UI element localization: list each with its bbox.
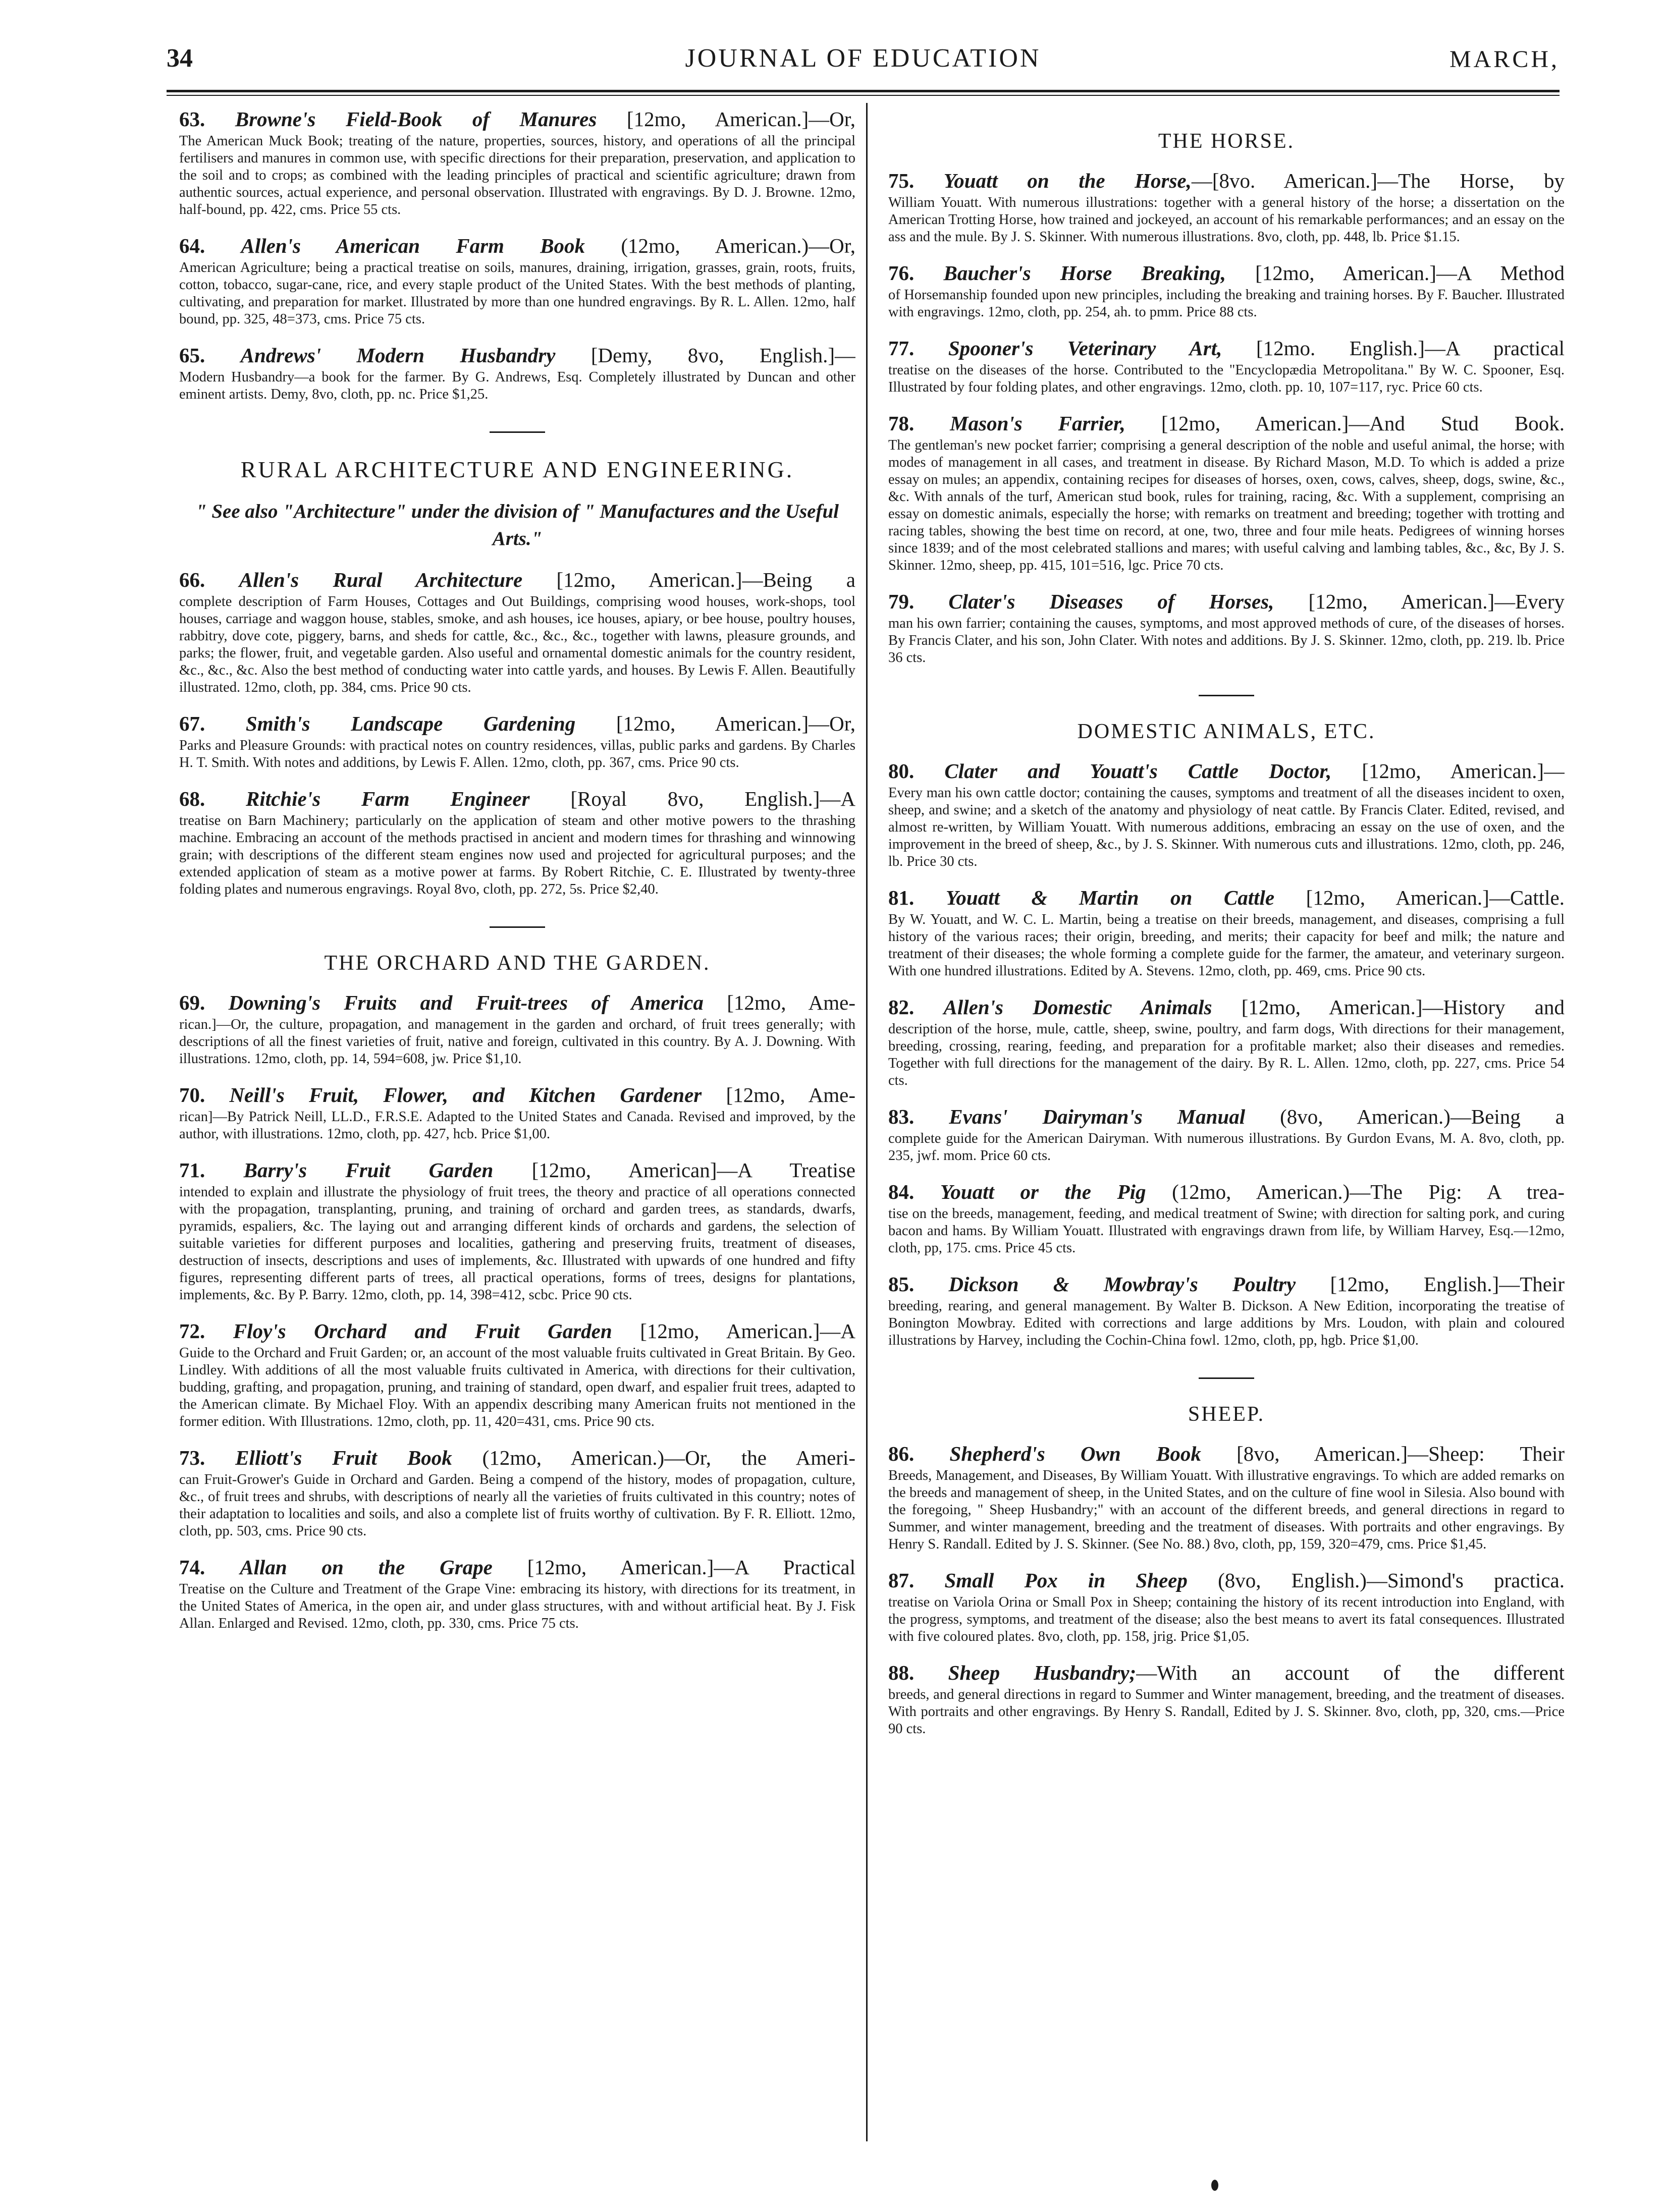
left-column — [179, 107, 855, 2135]
book-entry — [179, 711, 855, 771]
header-rule-thin — [167, 95, 1560, 96]
book-entry — [179, 1083, 855, 1143]
entry-lead-text: [12mo, American.]—A Method — [1225, 261, 1565, 285]
entry-number: 85. — [888, 1273, 915, 1296]
section-heading: SHEEP. — [1188, 1403, 1265, 1426]
entry-lead-text: (12mo, American.)—Or, the Ameri- — [452, 1446, 855, 1469]
entry-number: 79. — [888, 590, 915, 613]
book-entry — [888, 995, 1565, 1089]
entry-number: 63. — [179, 107, 205, 131]
section-heading: DOMESTIC ANIMALS, ETC. — [1077, 720, 1376, 743]
section-rule — [1199, 695, 1254, 696]
book-entry — [888, 1661, 1565, 1738]
entry-title: Neill's Fruit, Flower, and Kitchen Gardener — [229, 1083, 702, 1107]
entry-heading — [888, 759, 1565, 784]
right-column — [888, 107, 1565, 2135]
book-entry — [179, 1555, 855, 1632]
entry-heading — [888, 1568, 1565, 1593]
entry-heading — [888, 261, 1565, 286]
entry-number: 82. — [888, 996, 915, 1019]
book-entry — [888, 1180, 1565, 1257]
entry-heading — [888, 1272, 1565, 1297]
entry-lead-text: [12mo, American.]—Cattle. — [1274, 886, 1565, 909]
entry-title: Youatt on the Horse, — [943, 169, 1192, 192]
entry-number: 66. — [179, 568, 205, 591]
entry-title: Dickson & Mowbray's Poultry — [948, 1273, 1296, 1296]
entry-title: Allan on the Grape — [240, 1556, 493, 1579]
entry-description: Modern Husbandry—a book for the farmer. By G. Andrews, Esq. Completely illustrated by Duncan and other eminent artists. Demy, 8vo, cloth, pp. nc. Price $1,25. — [179, 369, 855, 402]
entry-lead-text: (8vo, American.)—Being a — [1245, 1105, 1565, 1128]
entry-description: William Youatt. With numerous illustrations: together with a general history of the horse; a dissertation on the American Trotting Horse, how trained and jockeyed, an account of his remarkable performances; and an essay on the ass and the mule. By J. S. Skinner. With numerous illustrations. 8vo, cloth, pp. 448, lb. Price $1.15. — [888, 195, 1565, 245]
book-entry — [179, 107, 855, 218]
entry-heading — [888, 1442, 1565, 1466]
entry-description: man his own farrier; containing the causes, symptoms, and most approved methods of cure, of the diseases of horses. By Francis Clater, and his son, John Clater. With notes and additions. By J. S. Skinner. 12mo, cloth, pp. 219. lb. Price 36 cts. — [888, 616, 1565, 666]
entry-number: 70. — [179, 1083, 205, 1107]
entry-description: breeds, and general directions in regard to Summer and Winter management, breeding, and the treatment of diseases. With portraits and other engravings. By Henry S. Randall, Edited by J. S. Skinner. 8vo, cloth, pp, 320, cms.—Price 90 cts. — [888, 1687, 1565, 1737]
entry-description: Parks and Pleasure Grounds: with practical notes on country residences, villas, public parks and gardens. By Charles H. T. Smith. With notes and additions, by Lewis F. Allen. 12mo, cloth, pp. 367, cms. Price 90 cts. — [179, 738, 855, 770]
entry-lead-text: [12mo, Ame- — [703, 991, 855, 1014]
book-entry — [888, 1272, 1565, 1349]
entry-title: Spooner's Veterinary Art, — [948, 337, 1222, 360]
entry-heading — [888, 169, 1565, 193]
entry-title: Mason's Farrier, — [950, 412, 1125, 435]
entry-number: 74. — [179, 1556, 205, 1579]
entry-title: Clater's Diseases of Horses, — [948, 590, 1274, 613]
entry-title: Andrews' Modern Husbandry — [240, 344, 556, 367]
entry-number: 78. — [888, 412, 915, 435]
entry-title: Smith's Landscape Gardening — [245, 712, 576, 735]
book-entry — [888, 336, 1565, 396]
cross-reference-note: " See also "Architecture" under the division of " Manufactures and the Useful Arts." — [195, 501, 839, 549]
entry-number: 67. — [179, 712, 205, 735]
entry-lead-text: [12mo, American.]—And Stud Book. — [1125, 412, 1565, 435]
entry-lead-text: —[8vo. American.]—The Horse, by — [1191, 169, 1565, 192]
entry-number: 87. — [888, 1569, 915, 1592]
book-entry — [888, 589, 1565, 667]
entry-description: description of the horse, mule, cattle, sheep, swine, poultry, and farm dogs, With directions for their management, breeding, crossing, rearing, feeding, and preparation for a profitable market; also their diseases and remedies. Together with full directions for the management of the dairy. By R. L. Allen. 12mo, cloth, pp. 227, cms. Price 54 cts. — [888, 1021, 1565, 1088]
entry-heading — [179, 787, 855, 811]
entry-description: complete guide for the American Dairyman. With numerous illustrations. By Gurdon Evans, M. A. 8vo, cloth, pp. 235, jwf. mom. Price 60 cts. — [888, 1131, 1565, 1164]
entry-lead-text: [12mo, American.]—A Practical — [492, 1556, 855, 1579]
entry-description: of Horsemanship founded upon new principles, including the breaking and training horses. By F. Baucher. Illustrated with engravings. 12mo, cloth, pp. 254, ah. to pmm. Price 88 cts. — [888, 287, 1565, 320]
entry-lead-text: [12mo, English.]—Their — [1296, 1273, 1565, 1296]
entry-heading — [888, 886, 1565, 910]
entry-heading — [179, 990, 855, 1015]
entry-heading — [179, 711, 855, 736]
entry-heading — [888, 1104, 1565, 1129]
entry-title: Youatt & Martin on Cattle — [945, 886, 1275, 909]
section-heading: RURAL ARCHITECTURE AND ENGINEERING. — [240, 457, 794, 482]
entry-lead-text: [12mo, American.]—Or, — [575, 712, 855, 735]
book-entry — [888, 1568, 1565, 1645]
journal-title: JOURNAL OF EDUCATION — [685, 44, 1041, 73]
book-entry — [179, 1446, 855, 1540]
entry-lead-text: [12mo. English.]—A practical — [1222, 337, 1565, 360]
entry-heading — [179, 1555, 855, 1580]
entry-heading — [179, 107, 855, 132]
entry-description: Guide to the Orchard and Fruit Garden; or, an account of the most valuable fruits cultivated in Great Britain. By Geo. Lindley. With additions of all the most valuable fruits cultivated in America, with directions for their cultivation, budding, grafting, and propagation, pruning, and training of standard, open dwarf, and espalier fruit trees, adapted to the American climate. By Michael Floy. With an appendix describing many American fruits not mentioned in the former edition. With Illustrations. 12mo, cloth, pp. 11, 420=431, cms. Price 90 cts. — [179, 1345, 855, 1429]
entry-title: Barry's Fruit Garden — [243, 1158, 494, 1182]
entry-description: By W. Youatt, and W. C. L. Martin, being a treatise on their breeds, management, and diseases, comprising a full history of the various races; their origin, breeding, and merits; their capacity for beef and milk; the nature and treatment of their diseases; the whole forming a complete guide for the farmer, the amateur, and veterinary surgeon. With one hundred illustrations. Edited by A. Stevens. 12mo, cloth, pp. 469, cms. Price 90 cts. — [888, 912, 1565, 979]
entry-description: intended to explain and illustrate the physiology of fruit trees, the theory and practice of all operations connected with the propagation, transplanting, pruning, and training of orchard and garden trees, as standards, dwarfs, pyramids, espaliers, &c. The laying out and arranging different kinds of orchards and gardens, the selection of suitable varieties for different purposes and localities, gathering and preserving fruits, treatment of diseases, destruction of insects, descriptions and uses of implements, &c. Illustrated with upwards of one hundred and fifty figures, representing different parts of trees, all practical operations, forms of trees, designs for plantations, implements, &c. By P. Barry. 12mo, cloth, pp. 14, 398=412, scbc. Price 90 cts. — [179, 1184, 855, 1303]
entry-heading — [179, 343, 855, 368]
entry-lead-text: (8vo, English.)—Simond's practica. — [1187, 1569, 1565, 1592]
book-entry — [179, 234, 855, 328]
entry-number: 72. — [179, 1319, 205, 1343]
entry-title: Baucher's Horse Breaking, — [943, 261, 1226, 285]
entry-description: treatise on Barn Machinery; particularly on the application of steam and other motive powers to the thrashing machine. Embracing an account of the methods practised in ancient and modern times for thrashing and winnowing grain; with descriptions of the different steam engines now used and projected for agricultural purposes; and the extended application of steam as a motive power at farms. By Robert Ritchie, C. E. Illustrated by twenty-three folding plates and numerous engravings. Royal 8vo, cloth, pp. 272, 5s. Price $2,40. — [179, 813, 855, 897]
entry-number: 81. — [888, 886, 915, 909]
section-heading: THE HORSE. — [1158, 130, 1295, 153]
entry-description: treatise on Variola Orina or Small Pox in Sheep; containing the history of its recent introduction into England, with the progress, symptoms, and treatment of the disease; also the best means to avert its fatal consequences. Illustrated with five coloured plates. 8vo, cloth, pp. 158, jrig. Price $1,05. — [888, 1594, 1565, 1644]
entry-description: treatise on the diseases of the horse. Contributed to the "Encyclopædia Metropolitana." By W. C. Spooner, Esq. Illustrated by four folding plates, and other engravings. 12mo, cloth. pp. 10, 107=117, ryc. Price 60 cts. — [888, 362, 1565, 395]
entry-lead-text: [12mo, American.]— — [1331, 759, 1565, 783]
entry-description: The American Muck Book; treating of the nature, properties, sources, history, and operations of all the principal fertilisers and manures in common use, with specific directions for their preparation, preservation, and application to the soil and to crops; as combined with the leading principles of practical and scientific agriculture; drawn from authentic sources, actual experience, and personal observation. Illustrated with engravings. By D. J. Browne. 12mo, half-bound, pp. 422, cms. Price 55 cts. — [179, 133, 855, 217]
book-entry — [179, 343, 855, 403]
entry-description: rican.]—Or, the culture, propagation, and management in the garden and orchard, of fruit trees generally; with descriptions of all the finest varieties of fruit, native and foreign, cultivated in this country. By A. J. Downing. With illustrations. 12mo, cloth, pp. 14, 594=608, jw. Price $1,10. — [179, 1017, 855, 1067]
book-entry — [888, 169, 1565, 246]
book-entry — [888, 261, 1565, 321]
book-entry — [179, 568, 855, 696]
entry-heading — [179, 1083, 855, 1108]
entry-description: can Fruit-Grower's Guide in Orchard and Garden. Being a compend of the history, modes of propagation, culture, &c., of fruit trees and shrubs, with descriptions of nearly all the varieties of fruits cultivated in this country; notes of their adaptation to localities and soils, and also a complete list of fruits worthy of cultivation. By F. R. Elliott. 12mo, cloth, pp. 503, cms. Price 90 cts. — [179, 1472, 855, 1539]
entry-number: 75. — [888, 169, 915, 192]
entry-description: American Agriculture; being a practical treatise on soils, manures, draining, irrigation, grasses, grain, roots, fruits, cotton, tobacco, sugar-cane, rice, and every staple product of the United States. With the best methods of planting, cultivating, and preparation for market. Illustrated by more than one hundred engravings. By R. L. Allen. 12mo, half bound, pp. 325, 48=373, cms. Price 75 cts. — [179, 260, 855, 327]
entry-lead-text: [12mo, American.]—Every — [1274, 590, 1565, 613]
entry-lead-text: (12mo, American.)—The Pig: A trea- — [1146, 1180, 1565, 1203]
entry-number: 88. — [888, 1661, 915, 1684]
entry-lead-text: [Royal 8vo, English.]—A — [529, 787, 855, 810]
entry-lead-text: [12mo, American]—A Treatise — [493, 1158, 855, 1182]
entry-number: 80. — [888, 759, 915, 783]
book-entry — [179, 787, 855, 898]
section-rule — [490, 926, 545, 928]
entry-title: Browne's Field-Book of Manures — [235, 107, 597, 131]
entry-number: 76. — [888, 261, 915, 285]
entry-title: Sheep Husbandry; — [948, 1661, 1137, 1684]
entry-heading — [179, 568, 855, 592]
entry-heading — [888, 1180, 1565, 1204]
book-entry — [179, 1319, 855, 1430]
book-entry — [179, 990, 855, 1068]
entry-number: 83. — [888, 1105, 915, 1128]
entry-title: Elliott's Fruit Book — [235, 1446, 452, 1469]
issue-month: MARCH, — [1449, 46, 1560, 73]
entry-number: 73. — [179, 1446, 205, 1469]
page-number: 34 — [167, 44, 193, 73]
entry-description: complete description of Farm Houses, Cottages and Out Buildings, comprising wood houses, work-shops, tool houses, carriage and waggon house, stables, smoke, and ash houses, ice houses, apiary, or bee house, poultry houses, rabbitry, dove cote, piggery, barns, and sheds for cattle, &c., &c., &c., together with lawns, pleasure grounds, and parks; the flower, fruit, and vegetable garden. Also useful and ornamental domestic animals for the country resident, &c., &c., &c. Also the best method of conducting water into cattle yards, and houses. By Lewis F. Allen. Beautifully illustrated. 12mo, cloth, pp. 384, cms. Price 90 cts. — [179, 594, 855, 695]
entry-heading — [888, 1661, 1565, 1685]
entry-heading — [179, 1319, 855, 1344]
entry-title: Allen's Domestic Animals — [943, 996, 1212, 1019]
entry-heading — [888, 336, 1565, 361]
entry-description: breeding, rearing, and general management. By Walter B. Dickson. A New Edition, incorporating the treatise of Bonington Mowbray. Edited with corrections and large additions by Mrs. Loudon, with plain and coloured illustrations by Harvey, including the Cochin-China fowl. 12mo, cloth, pp, hgb. Price $1,00. — [888, 1298, 1565, 1348]
entry-lead-text: [12mo, American.]—History and — [1212, 996, 1565, 1019]
book-entry — [888, 1442, 1565, 1553]
entry-lead-text: [12mo, American.]—Or, — [597, 107, 855, 131]
column-divider — [866, 103, 868, 2141]
book-entry — [888, 759, 1565, 870]
entry-lead-text: [8vo, American.]—Sheep: Their — [1201, 1442, 1565, 1465]
entry-title: Ritchie's Farm Engineer — [246, 787, 530, 810]
entry-title: Clater and Youatt's Cattle Doctor, — [944, 759, 1332, 783]
entry-description: rican]—By Patrick Neill, LL.D., F.R.S.E. Adapted to the United States and Canada. Revised and improved, by the author, with illustrations. 12mo, cloth, pp. 427, hcb. Price $1,00. — [179, 1109, 855, 1142]
book-entry — [888, 886, 1565, 980]
entry-lead-text: (12mo, American.)—Or, — [585, 234, 855, 257]
book-entry — [888, 1104, 1565, 1165]
entry-number: 65. — [179, 344, 205, 367]
entry-lead-text: [12mo, Ame- — [702, 1083, 855, 1107]
section-rule — [1199, 1377, 1254, 1379]
section-heading: THE ORCHARD AND THE GARDEN. — [324, 952, 711, 975]
entry-title: Shepherd's Own Book — [949, 1442, 1201, 1465]
header-rule-thick — [167, 90, 1560, 92]
book-entry — [179, 1158, 855, 1304]
section-rule — [490, 431, 545, 433]
entry-number: 77. — [888, 337, 915, 360]
entry-title: Youatt or the Pig — [940, 1180, 1146, 1203]
entry-description: The gentleman's new pocket farrier; comprising a general description of the noble and useful animal, the horse; with modes of management in all cases, and treatment in disease. By Richard Mason, M.D. To which is added a prize essay on mules; an appendix, containing recipes for diseases of horses, oxen, cows, calves, sheep, dogs, swine, &c., &c. With annals of the turf, American stud book, rules for training, racing, &c. With a supplement, comprising an essay on domestic animals, especially the horse; with remarks on treatment and breeding; together with trotting and racing tables, showing the best time on record, at one, two, three and four mile heats. Pedigrees of winning horses since 1839; and of the most celebrated stallions and mares; with useful calving and lambing tables, &c., &c, By J. S. Skinner. 12mo, sheep, pp. 415, 101=516, lgc. Price 70 cts. — [888, 437, 1565, 573]
entry-title: Downing's Fruits and Fruit-trees of America — [228, 991, 704, 1014]
entry-description: Treatise on the Culture and Treatment of the Grape Vine: embracing its history, with directions for its treatment, in the United States of America, in the open air, and under glass structures, with and without artificial heat. By J. Fisk Allan. Enlarged and Revised. 12mo, cloth, pp. 330, cms. Price 75 cts. — [179, 1581, 855, 1631]
entry-heading — [179, 234, 855, 258]
entry-heading — [888, 411, 1565, 436]
entry-number: 64. — [179, 234, 205, 257]
page-header — [167, 43, 1560, 89]
entry-number: 71. — [179, 1158, 205, 1182]
entry-title: Evans' Dairyman's Manual — [949, 1105, 1246, 1128]
entry-description: Every man his own cattle doctor; containing the causes, symptoms and treatment of all the diseases incident to oxen, sheep, and swine; and a sketch of the anatomy and physiology of neat cattle. By Francis Clater. Edited, revised, and almost re-written, by William Youatt. With numerous additions, embracing an essay on the use of oxen, and the improvement in the breed of sheep, &c., by J. S. Skinner. With numerous cuts and illustrations. 12mo, cloth, pp. 246, lb. Price 30 cts. — [888, 785, 1565, 869]
book-entry — [888, 411, 1565, 574]
entry-description: Breeds, Management, and Diseases, By William Youatt. With illustrative engravings. To which are added remarks on the breeds and management of sheep, in the United States, and on the culture of fine wool in Silesia. Also bound with the foregoing, " Sheep Husbandry;" with an account of the different breeds, and general directions in regard to Summer, and winter management, breeding and the treatment of diseases. With portraits and other engravings. By Henry S. Randall. Edited by J. S. Skinner. (See No. 88.) 8vo, cloth, pp, 159, 320=479, cms. Price $1,45. — [888, 1468, 1565, 1552]
entry-number: 69. — [179, 991, 205, 1014]
footer-mark — [1211, 2180, 1218, 2191]
entry-number: 86. — [888, 1442, 915, 1465]
entry-title: Allen's American Farm Book — [241, 234, 585, 257]
entry-heading — [179, 1158, 855, 1183]
entry-lead-text: —With an account of the different — [1136, 1661, 1565, 1684]
entry-lead-text: [Demy, 8vo, English.]— — [555, 344, 855, 367]
entry-number: 68. — [179, 787, 205, 810]
entry-title: Floy's Orchard and Fruit Garden — [233, 1319, 612, 1343]
entry-title: Allen's Rural Architecture — [239, 568, 523, 591]
entry-title: Small Pox in Sheep — [944, 1569, 1188, 1592]
entry-lead-text: [12mo, American.]—Being a — [522, 568, 855, 591]
entry-number: 84. — [888, 1180, 915, 1203]
entry-lead-text: [12mo, American.]—A — [612, 1319, 855, 1343]
entry-heading — [888, 995, 1565, 1020]
entry-description: tise on the breeds, management, feeding, and medical treatment of Swine; with direction for salting pork, and curing bacon and hams. By William Youatt. Illustrated with engravings drawn from life, by William Harvey, Esq.—12mo, cloth, pp, 175. cms. Price 45 cts. — [888, 1206, 1565, 1256]
entry-heading — [888, 589, 1565, 614]
entry-heading — [179, 1446, 855, 1470]
